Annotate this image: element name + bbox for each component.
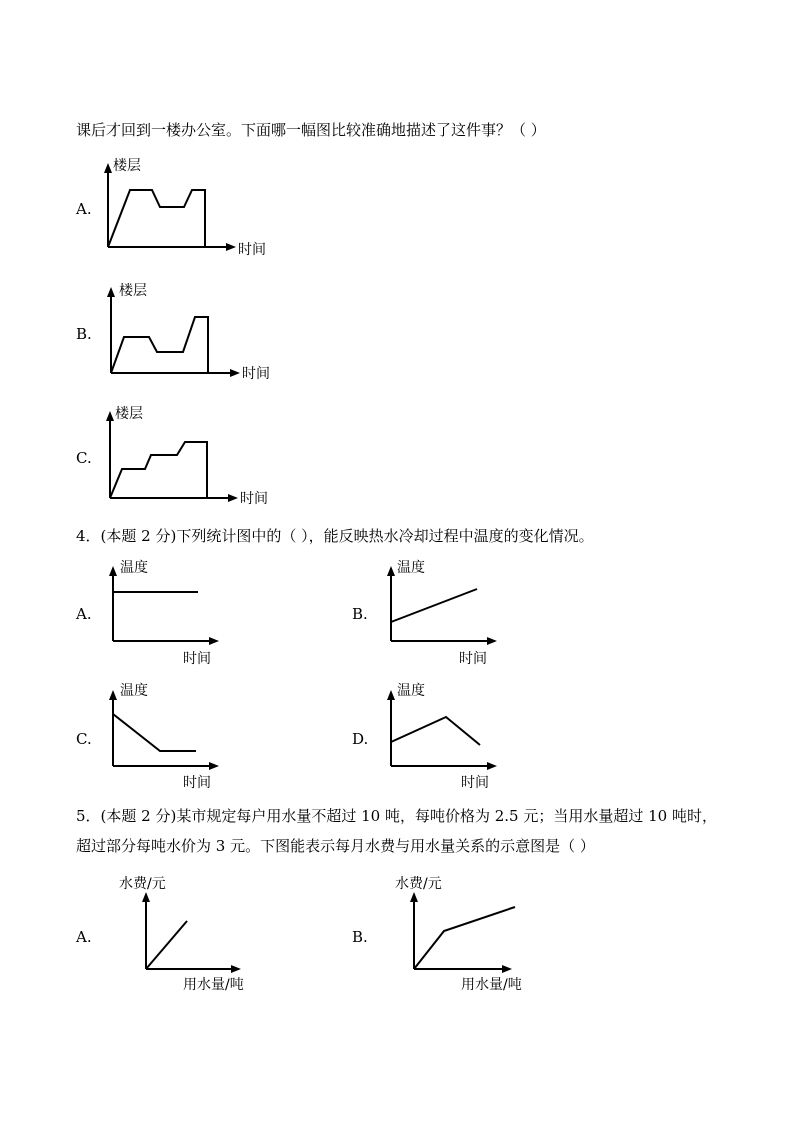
q4-option-b-label[interactable]: B. [352, 605, 368, 623]
q3-a-x-axis-label: 时间 [238, 242, 266, 258]
q3-option-a-label[interactable]: A. [76, 200, 92, 218]
q4-b-graph[interactable] [387, 566, 497, 645]
q3-b-y-arrow-icon [107, 287, 115, 297]
q5-stem-line1: 5．(本题 2 分)某市规定每户用水量不超过 10 吨，每吨价格为 2.5 元；当用水量超过 10 吨时， [76, 807, 717, 825]
q3-c-y-axis-label: 楼层 [115, 406, 143, 422]
q4-option-c-label[interactable]: C. [76, 730, 92, 748]
q5-a-y-axis-label: 水费/元 [119, 876, 166, 892]
q3-option-b-label[interactable]: B. [76, 325, 92, 343]
q5-b-x-axis-label: 用水量/吨 [461, 977, 522, 993]
q4-a-x-axis-label: 时间 [183, 651, 211, 667]
q3-c-x-axis-label: 时间 [240, 491, 268, 507]
q5-b-x-arrow-icon [502, 965, 512, 973]
q3-b-graph[interactable] [107, 287, 240, 377]
q3-intro-text: 课后才回到一楼办公室。下面哪一幅图比较准确地描述了这件事？（ ） [76, 121, 546, 139]
q3-c-graph[interactable] [106, 411, 238, 502]
q5-b-graph[interactable] [410, 892, 515, 973]
q4-c-graph[interactable] [109, 690, 219, 770]
q4-b-x-arrow-icon [487, 637, 497, 645]
q5-a-y-arrow-icon [142, 892, 150, 902]
q4-a-x-arrow-icon [209, 637, 219, 645]
q3-c-y-arrow-icon [106, 411, 114, 421]
q4-c-x-arrow-icon [209, 762, 219, 770]
q3-b-y-axis-label: 楼层 [119, 283, 147, 299]
q3-b-x-arrow-icon [230, 369, 240, 377]
q5-option-b-label[interactable]: B. [352, 928, 368, 946]
q4-a-graph[interactable] [109, 566, 219, 645]
q4-d-x-arrow-icon [487, 762, 497, 770]
q4-a-y-arrow-icon [109, 566, 117, 576]
q5-a-x-arrow-icon [231, 965, 241, 973]
q3-c-floor-line [110, 442, 207, 498]
q4-d-x-axis-label: 时间 [461, 775, 489, 791]
q4-stem-text: 4．(本题 2 分)下列统计图中的（ ），能反映热水冷却过程中温度的变化情况。 [76, 527, 594, 545]
q3-a-graph[interactable] [104, 163, 236, 251]
q4-d-temperature-line [391, 717, 480, 745]
q3-a-y-axis-label: 楼层 [113, 158, 141, 174]
q4-c-y-arrow-icon [109, 690, 117, 700]
q4-option-a-label[interactable]: A. [76, 605, 92, 623]
q4-b-temperature-line [391, 589, 477, 622]
q3-a-floor-line [108, 190, 205, 247]
q3-a-y-arrow-icon [104, 163, 112, 173]
q4-c-temperature-line [113, 714, 196, 751]
q5-a-graph[interactable] [142, 892, 241, 973]
q5-a-fee-line [146, 921, 187, 969]
q3-a-x-arrow-icon [226, 243, 236, 251]
q3-b-floor-line [111, 317, 208, 373]
q3-option-c-label[interactable]: C. [76, 449, 92, 467]
q4-a-y-axis-label: 温度 [120, 560, 148, 576]
q4-b-x-axis-label: 时间 [459, 651, 487, 667]
q3-c-x-arrow-icon [228, 494, 238, 502]
q4-d-y-arrow-icon [387, 690, 395, 700]
q4-d-y-axis-label: 温度 [397, 683, 425, 699]
q5-b-y-arrow-icon [410, 892, 418, 902]
q4-c-x-axis-label: 时间 [183, 775, 211, 791]
q5-a-x-axis-label: 用水量/吨 [183, 977, 244, 993]
q4-d-graph[interactable] [387, 690, 497, 770]
q4-c-y-axis-label: 温度 [120, 683, 148, 699]
q5-option-a-label[interactable]: A. [76, 928, 92, 946]
q5-stem-line2: 超过部分每吨水价为 3 元。下图能表示每月水费与用水量关系的示意图是（ ） [76, 837, 595, 855]
q4-b-y-arrow-icon [387, 566, 395, 576]
q3-b-x-axis-label: 时间 [242, 366, 270, 382]
q5-b-y-axis-label: 水费/元 [395, 876, 442, 892]
q4-option-d-label[interactable]: D. [352, 730, 369, 748]
q4-b-y-axis-label: 温度 [397, 560, 425, 576]
q5-b-fee-line [414, 907, 515, 969]
